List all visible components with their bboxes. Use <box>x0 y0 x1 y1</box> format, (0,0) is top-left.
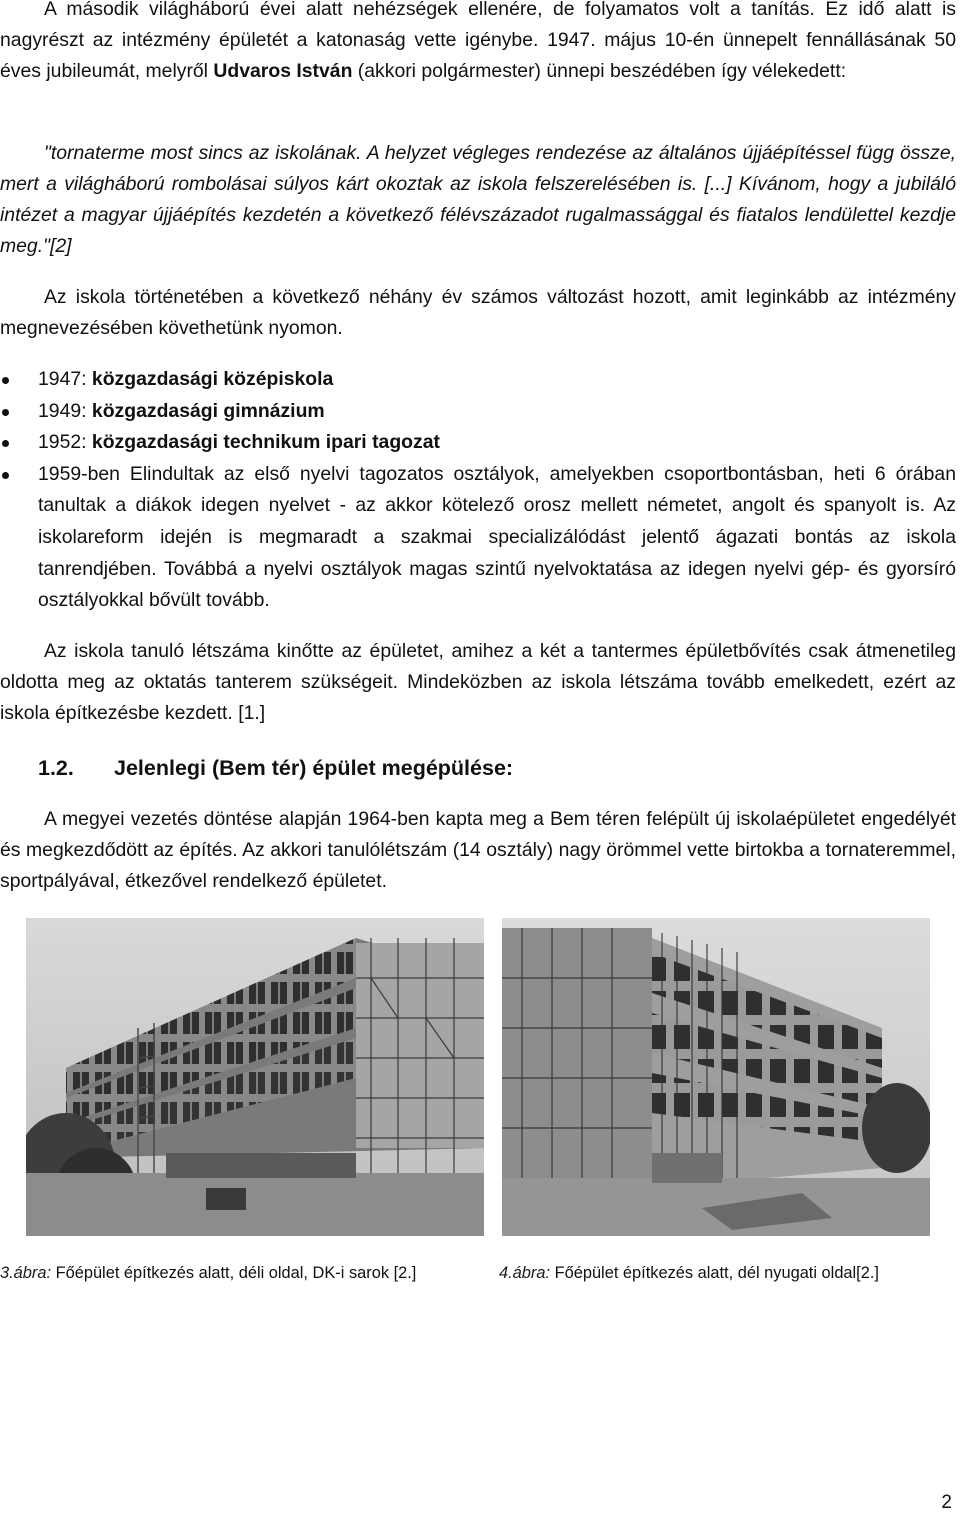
paragraph-4: A megyei vezetés döntése alapján 1964-ben kapta meg a Bem téren felépült új iskolaépületet engedélyét és megkezdődött az építés. Az akkori tanulólétszám (14 osztály) nagy örömmel vette birtokba a tornateremmel, sportpályával, étkezővel rendelkező épületet. <box>0 808 956 892</box>
building-photo-2 <box>502 918 930 1236</box>
figure-4-label: 4.ábra: <box>499 1264 551 1282</box>
bullet-list <box>0 364 956 617</box>
quote-paragraph: "tornaterme most sincs az iskolának. A helyzet végleges rendezése az általános újjáépítéssel függ össze, mert a világháború rombolásai súlyos kárt okoztak az iskola felszerelésében is. [...] Kívánom, hogy a jubiláló intézet a magyar újjáépítés kezdetén a következő félévszázadot rugalmassággal és fiatalos lendülettel kezdje meg."[2] <box>0 142 956 257</box>
figure-4-caption <box>499 1262 879 1284</box>
paragraph-3: Az iskola tanuló létszáma kinőtte az épületet, amihez a két a tantermes épületbővítés csak átmenetileg oldotta meg az oktatás tanterem szükségeit. Mindeközben az iskola létszáma tovább emelkedett, ezért az iskola építkezésbe kezdett. [1.] <box>0 640 956 724</box>
list-item: 1959-ben Elindultak az első nyelvi tagozatos osztályok, amelyekben csoportbontásban, heti 6 órában tanultak a diákok idegen nyelvet - az akkor kötelező orosz mellett németet, angolt és spanyolt is. Az iskolareform idején is megmaradt a szakmai specializálódást jelentő ágazati bontás az iskola tanrendjében. Továbbá a nyelvi osztályok magas szintű nyelvoktatása az idegen nyelvi gép- és gyorsíró osztályokkal bővült tovább. <box>0 459 956 617</box>
figure-4-caption-text: Főépület építkezés alatt, dél nyugati oldal[2.] <box>550 1264 879 1282</box>
mayor-name: Udvaros István <box>213 60 353 82</box>
figure-3-caption-text: Főépület építkezés alatt, déli oldal, DK-i sarok [2.] <box>51 1264 417 1282</box>
figure-3-label: 3.ábra: <box>0 1264 52 1282</box>
page-number: 2 <box>941 1492 952 1513</box>
section-number: 1.2. <box>38 756 74 780</box>
figure-3-caption <box>0 1262 416 1284</box>
section-title: Jelenlegi (Bem tér) épület megépülése: <box>114 756 514 780</box>
list-item: 1947: közgazdasági középiskola <box>0 364 956 396</box>
figure-4-photo <box>502 918 930 1236</box>
list-item: 1949: közgazdasági gimnázium <box>0 396 956 428</box>
bullet-icon <box>2 440 9 447</box>
section-heading <box>38 750 513 786</box>
paragraph-2: Az iskola történetében a következő néhány év számos változást hozott, amit leginkább az intézmény megnevezésében követhetünk nyomon. <box>0 286 956 339</box>
paragraph-1-text-end: (akkori polgármester) ünnepi beszédében így vélekedett: <box>352 60 847 82</box>
bullet-icon <box>2 472 9 479</box>
figure-3-photo <box>26 918 484 1236</box>
paragraph-1 <box>0 0 956 87</box>
bullet-icon <box>2 409 9 416</box>
list-item: 1952: közgazdasági technikum ipari tagozat <box>0 427 956 459</box>
building-photo-1 <box>26 918 484 1236</box>
paragraph-1-text: A második világháború évei alatt nehézségek ellenére, de folyamatos volt a tanítás. Ez idő alatt is nagyrészt az intézmény épületét a katonaság vette igénybe. 1947. május 10-én ünnepelt fennállásának 50 éves jubileumát, melyről <box>0 0 956 82</box>
bullet-icon <box>2 377 9 384</box>
